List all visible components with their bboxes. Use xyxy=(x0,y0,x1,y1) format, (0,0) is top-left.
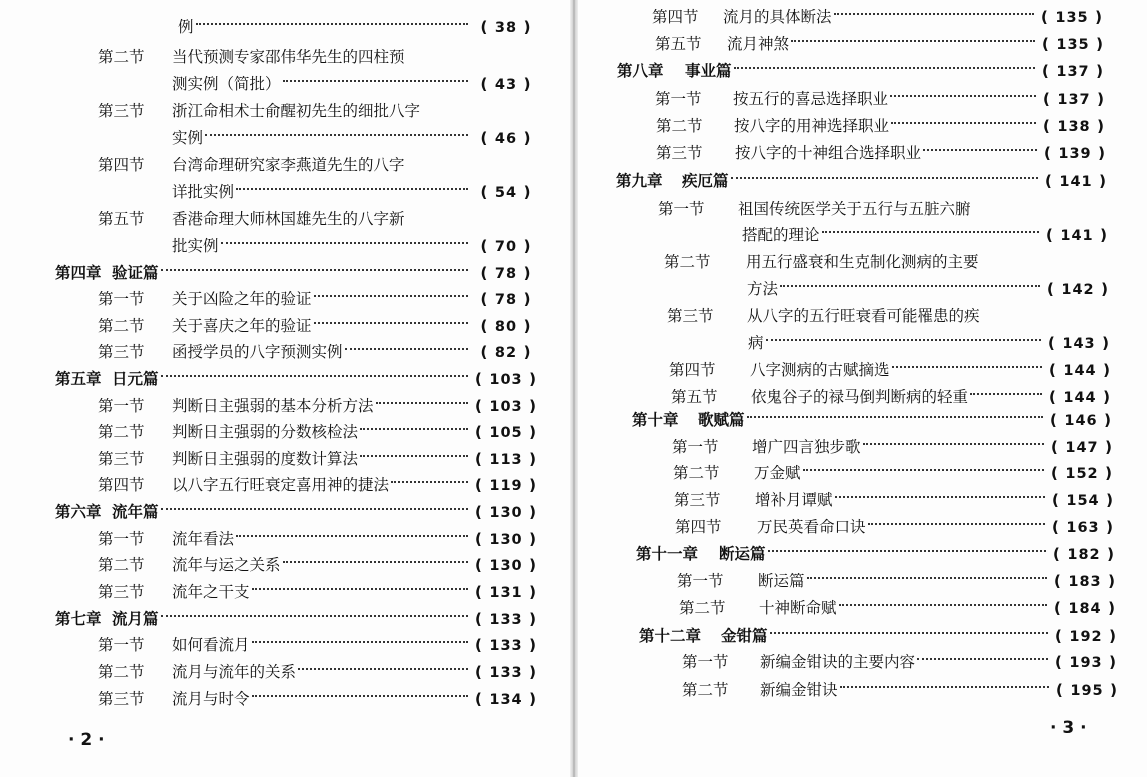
entry-title: 流月神煞 xyxy=(727,35,790,53)
page-number-value: 113 xyxy=(489,452,523,468)
page-number-value: 130 xyxy=(489,532,523,548)
page-number-value: 135 xyxy=(1055,10,1089,26)
section-label: 第三节 xyxy=(98,583,145,601)
entry-title: 流月篇 xyxy=(112,610,159,628)
entry-title: 按八字的十神组合选择职业 xyxy=(735,144,922,162)
page-number-value: 131 xyxy=(489,585,523,601)
dot-leader xyxy=(391,468,468,483)
section-label: 第二节 xyxy=(98,317,145,335)
section-label: 第一节 xyxy=(658,200,705,218)
section-label: 第四节 xyxy=(98,476,145,494)
entry-title: 祖国传统医学关于五行与五脏六腑 xyxy=(738,200,971,218)
page-number-value: 184 xyxy=(1068,601,1102,617)
toc-entry-row xyxy=(576,649,1147,675)
toc-chapter-row xyxy=(0,366,572,392)
page-number: ( 195 ) xyxy=(1055,681,1119,699)
entry-title: 流月的具体断法 xyxy=(723,8,832,26)
toc-entry-row xyxy=(0,393,572,419)
entry-title: 日元篇 xyxy=(112,370,159,388)
toc-entry-row xyxy=(576,140,1147,166)
entry-title: 流年篇 xyxy=(112,503,159,521)
page-number: ( 54 ) xyxy=(480,183,532,201)
toc-entry-row xyxy=(0,14,572,40)
page-number-value: 141 xyxy=(1060,228,1094,244)
left-page xyxy=(0,0,572,777)
entry-title: 按五行的喜忌选择职业 xyxy=(733,90,889,108)
dot-leader xyxy=(917,645,1048,660)
dot-leader xyxy=(345,335,468,350)
page-number: ( 130 ) xyxy=(474,503,538,521)
dot-leader xyxy=(298,655,468,670)
page-number: ( 192 ) xyxy=(1054,627,1118,645)
entry-title: 判断日主强弱的度数计算法 xyxy=(172,450,359,468)
page-number-value: 182 xyxy=(1067,547,1101,563)
dot-leader xyxy=(283,548,468,563)
page-number: ( 152 ) xyxy=(1050,464,1114,482)
toc-entry-row xyxy=(0,179,572,205)
dot-leader xyxy=(970,380,1042,395)
section-label: 第一节 xyxy=(655,90,702,108)
page-number: ( 82 ) xyxy=(480,343,532,361)
section-label: 第二节 xyxy=(673,464,720,482)
toc-entry-row xyxy=(0,446,572,472)
entry-title: 判断日主强弱的基本分析方法 xyxy=(172,397,374,415)
entry-title: 流年与运之关系 xyxy=(172,556,281,574)
toc-entry-row xyxy=(576,222,1147,248)
page-number-value: 192 xyxy=(1069,629,1103,645)
entry-title: 用五行盛衰和生克制化测病的主要 xyxy=(746,253,979,271)
section-label: 第一节 xyxy=(677,572,724,590)
dot-leader xyxy=(835,483,1045,498)
toc-chapter-row xyxy=(576,407,1147,433)
dot-leader xyxy=(283,67,468,82)
section-label: 第一节 xyxy=(98,530,145,548)
dot-leader xyxy=(731,164,1038,179)
page-number: ( 144 ) xyxy=(1048,361,1112,379)
page-number: ( 183 ) xyxy=(1053,572,1117,590)
entry-title: 香港命理大师林国雄先生的八字新 xyxy=(172,210,405,228)
entry-title: 疾厄篇 xyxy=(682,172,729,190)
dot-leader xyxy=(834,0,1034,15)
toc-entry-row xyxy=(0,71,572,97)
page-number: ( 131 ) xyxy=(474,583,538,601)
section-label: 第四节 xyxy=(675,518,722,536)
section-label: 第二节 xyxy=(682,681,729,699)
toc-entry-row xyxy=(0,686,572,712)
page-number: ( 143 ) xyxy=(1047,334,1111,352)
entry-title: 测实例（简批） xyxy=(172,75,281,93)
chapter-label: 第八章 xyxy=(617,62,664,80)
entry-title: 例 xyxy=(178,18,194,36)
page-number: ( 184 ) xyxy=(1053,599,1117,617)
page-number-value: 70 xyxy=(494,239,518,255)
entry-title: 十神断命赋 xyxy=(759,599,837,617)
entry-title: 八字测病的古赋摘选 xyxy=(750,361,890,379)
page-number: ( 103 ) xyxy=(474,397,538,415)
page-number: ( 80 ) xyxy=(480,317,532,335)
section-label: 第一节 xyxy=(98,636,145,654)
page-number-value: 163 xyxy=(1066,520,1100,536)
page-number-value: 46 xyxy=(494,131,518,147)
entry-title: 方法 xyxy=(747,280,779,298)
dot-leader xyxy=(314,309,468,324)
entry-title: 关于凶险之年的验证 xyxy=(172,290,312,308)
section-label: 第二节 xyxy=(98,48,145,66)
page-number: ( 141 ) xyxy=(1045,226,1109,244)
page-number: ( 146 ) xyxy=(1049,411,1113,429)
page-number-value: 143 xyxy=(1062,336,1096,352)
toc-chapter-row xyxy=(0,260,572,286)
toc-entry-row xyxy=(0,286,572,312)
toc-entry-row xyxy=(576,113,1147,139)
section-label: 第五节 xyxy=(655,35,702,53)
chapter-label: 第十章 xyxy=(632,411,679,429)
entry-title: 批实例 xyxy=(172,237,219,255)
chapter-label: 第十二章 xyxy=(639,627,702,645)
dot-leader xyxy=(770,619,1048,634)
dot-leader xyxy=(791,27,1035,42)
toc-entry-row xyxy=(576,330,1147,356)
page-number-value: 142 xyxy=(1061,282,1095,298)
page-number-value: 183 xyxy=(1068,574,1102,590)
entry-title: 当代预测专家邵伟华先生的四柱预 xyxy=(172,48,405,66)
dot-leader xyxy=(780,272,1040,287)
toc-entry-row xyxy=(0,313,572,339)
page-number: ( 147 ) xyxy=(1050,438,1114,456)
section-label: 第一节 xyxy=(672,438,719,456)
page-number: ( 139 ) xyxy=(1043,144,1107,162)
page-number-value: 137 xyxy=(1057,92,1091,108)
page-number-value: 82 xyxy=(494,345,518,361)
dot-leader xyxy=(747,403,1043,418)
section-label: 第一节 xyxy=(682,653,729,671)
page-number: ( 130 ) xyxy=(474,530,538,548)
entry-title: 依鬼谷子的禄马倒判断病的轻重 xyxy=(751,388,969,406)
page-number: ( 137 ) xyxy=(1041,62,1105,80)
toc-entry-row xyxy=(0,419,572,445)
entry-title: 函授学员的八字预测实例 xyxy=(172,343,343,361)
section-label: 第二节 xyxy=(664,253,711,271)
page-number-value: 134 xyxy=(489,692,523,708)
section-label: 第三节 xyxy=(674,491,721,509)
dot-leader xyxy=(221,229,468,244)
page-number: ( 137 ) xyxy=(1042,90,1106,108)
page-number: ( 38 ) xyxy=(480,18,532,36)
entry-title: 歌赋篇 xyxy=(698,411,745,429)
toc-entry-row xyxy=(576,487,1147,513)
page-number-value: 135 xyxy=(1056,37,1090,53)
dot-leader xyxy=(734,54,1035,69)
page-number-value: 78 xyxy=(494,266,518,282)
page-number: ( 46 ) xyxy=(480,129,532,147)
entry-title: 如何看流月 xyxy=(172,636,250,654)
page-number-value: 80 xyxy=(494,319,518,335)
dot-leader xyxy=(766,326,1041,341)
entry-title: 断运篇 xyxy=(719,545,766,563)
toc-entry-row xyxy=(576,595,1147,621)
dot-leader xyxy=(236,522,468,537)
dot-leader xyxy=(161,256,468,271)
toc-entry-row xyxy=(576,86,1147,112)
toc-entry-row xyxy=(576,357,1147,383)
toc-chapter-row xyxy=(576,58,1147,84)
dot-leader xyxy=(252,575,468,590)
entry-title: 实例 xyxy=(172,129,204,147)
page-number: ( 135 ) xyxy=(1040,8,1104,26)
entry-title: 金钳篇 xyxy=(721,627,768,645)
page-number: ( 105 ) xyxy=(474,423,538,441)
page-number-value: 133 xyxy=(489,612,523,628)
dot-leader xyxy=(868,510,1045,525)
section-label: 第二节 xyxy=(98,663,145,681)
dot-leader xyxy=(161,362,468,377)
entry-title: 新编金钳诀 xyxy=(760,681,838,699)
entry-title: 流月与时令 xyxy=(172,690,250,708)
dot-leader xyxy=(252,628,468,643)
entry-title: 万金赋 xyxy=(754,464,801,482)
chapter-label: 第四章 xyxy=(55,264,102,282)
page-number: ( 119 ) xyxy=(474,476,538,494)
dot-leader xyxy=(360,442,468,457)
dot-leader xyxy=(839,591,1047,606)
entry-title: 断运篇 xyxy=(758,572,805,590)
page-number: ( 154 ) xyxy=(1051,491,1115,509)
page-number-value: 103 xyxy=(489,399,523,415)
entry-title: 判断日主强弱的分数核检法 xyxy=(172,423,359,441)
left-folio: · 2 · xyxy=(68,730,105,750)
right-page xyxy=(576,0,1147,777)
dot-leader xyxy=(314,282,468,297)
page-number-value: 193 xyxy=(1069,655,1103,671)
dot-leader xyxy=(161,495,468,510)
page-number-value: 105 xyxy=(489,425,523,441)
chapter-label: 第十一章 xyxy=(636,545,699,563)
dot-leader xyxy=(863,430,1044,445)
entry-title: 增广四言独步歌 xyxy=(752,438,861,456)
toc-entry-row xyxy=(576,276,1147,302)
page-number-value: 137 xyxy=(1056,64,1090,80)
page-number: ( 135 ) xyxy=(1041,35,1105,53)
page-number: ( 43 ) xyxy=(480,75,532,93)
section-label: 第三节 xyxy=(98,450,145,468)
page-number-value: 133 xyxy=(489,665,523,681)
dot-leader xyxy=(161,602,468,617)
toc-entry-row xyxy=(576,677,1147,703)
entry-title: 详批实例 xyxy=(172,183,235,201)
toc-chapter-row xyxy=(576,623,1147,649)
page-number-value: 130 xyxy=(489,505,523,521)
page-number-value: 38 xyxy=(494,20,518,36)
section-label: 第二节 xyxy=(98,556,145,574)
dot-leader xyxy=(890,82,1036,97)
dot-leader xyxy=(892,353,1042,368)
page-number: ( 78 ) xyxy=(480,264,532,282)
dot-leader xyxy=(891,109,1036,124)
entry-title: 浙江命相术士俞醒初先生的细批八字 xyxy=(172,102,421,120)
toc-entry-row xyxy=(0,632,572,658)
page-number: ( 133 ) xyxy=(474,636,538,654)
page-number: ( 133 ) xyxy=(474,663,538,681)
page-number-value: 43 xyxy=(494,77,518,93)
page-number-value: 146 xyxy=(1064,413,1098,429)
chapter-label: 第九章 xyxy=(616,172,663,190)
section-label: 第三节 xyxy=(98,343,145,361)
entry-title: 台湾命理研究家李燕道先生的八字 xyxy=(172,156,405,174)
toc-chapter-row xyxy=(576,168,1147,194)
dot-leader xyxy=(360,415,468,430)
entry-title: 关于喜庆之年的验证 xyxy=(172,317,312,335)
dot-leader xyxy=(768,537,1046,552)
page-number: ( 130 ) xyxy=(474,556,538,574)
page-number: ( 141 ) xyxy=(1044,172,1108,190)
page-number-value: 138 xyxy=(1057,119,1091,135)
page-number: ( 142 ) xyxy=(1046,280,1110,298)
page-number: ( 103 ) xyxy=(474,370,538,388)
page-number-value: 130 xyxy=(489,558,523,574)
page-number: ( 78 ) xyxy=(480,290,532,308)
page-number-value: 154 xyxy=(1066,493,1100,509)
section-label: 第二节 xyxy=(679,599,726,617)
page-number-value: 144 xyxy=(1063,390,1097,406)
chapter-label: 第七章 xyxy=(55,610,102,628)
entry-title: 事业篇 xyxy=(685,62,732,80)
section-label: 第四节 xyxy=(98,156,145,174)
dot-leader xyxy=(376,389,468,404)
dot-leader xyxy=(840,673,1049,688)
dot-leader xyxy=(236,175,468,190)
section-label: 第一节 xyxy=(98,290,145,308)
entry-title: 流年看法 xyxy=(172,530,235,548)
page-number-value: 119 xyxy=(489,478,523,494)
dot-leader xyxy=(807,564,1047,579)
section-label: 第三节 xyxy=(667,307,714,325)
dot-leader xyxy=(205,121,468,136)
dot-leader xyxy=(803,456,1044,471)
dot-leader xyxy=(252,682,468,697)
page-number: ( 182 ) xyxy=(1052,545,1116,563)
section-label: 第三节 xyxy=(98,102,145,120)
section-label: 第二节 xyxy=(656,117,703,135)
entry-title: 从八字的五行旺衰看可能罹患的疾 xyxy=(747,307,980,325)
section-label: 第一节 xyxy=(98,397,145,415)
page-number-value: 144 xyxy=(1063,363,1097,379)
dot-leader xyxy=(923,136,1037,151)
page-number-value: 103 xyxy=(489,372,523,388)
page-number-value: 139 xyxy=(1058,146,1092,162)
page-number: ( 70 ) xyxy=(480,237,532,255)
entry-title: 万民英看命口诀 xyxy=(757,518,866,536)
entry-title: 流年之干支 xyxy=(172,583,250,601)
page-number-value: 141 xyxy=(1059,174,1093,190)
dot-leader xyxy=(196,10,468,25)
page-number: ( 144 ) xyxy=(1048,388,1112,406)
section-label: 第三节 xyxy=(656,144,703,162)
page-number: ( 163 ) xyxy=(1051,518,1115,536)
entry-title: 病 xyxy=(748,334,764,352)
entry-title: 搭配的理论 xyxy=(742,226,820,244)
section-label: 第五节 xyxy=(671,388,718,406)
page-number: ( 133 ) xyxy=(474,610,538,628)
dot-leader xyxy=(822,218,1039,233)
section-label: 第四节 xyxy=(652,8,699,26)
page-number: ( 138 ) xyxy=(1042,117,1106,135)
page-number-value: 195 xyxy=(1070,683,1104,699)
page-number: ( 134 ) xyxy=(474,690,538,708)
page-number-value: 54 xyxy=(494,185,518,201)
page-number: ( 193 ) xyxy=(1054,653,1118,671)
section-label: 第二节 xyxy=(98,423,145,441)
page-number: ( 113 ) xyxy=(474,450,538,468)
section-label: 第三节 xyxy=(98,690,145,708)
page-number-value: 78 xyxy=(494,292,518,308)
page-number-value: 147 xyxy=(1065,440,1099,456)
entry-title: 按八字的用神选择职业 xyxy=(734,117,890,135)
section-label: 第四节 xyxy=(669,361,716,379)
entry-title: 增补月谭赋 xyxy=(755,491,833,509)
page-number-value: 152 xyxy=(1065,466,1099,482)
entry-title: 验证篇 xyxy=(112,264,159,282)
entry-title: 流月与流年的关系 xyxy=(172,663,297,681)
entry-title: 以八字五行旺衰定喜用神的捷法 xyxy=(172,476,390,494)
right-folio: · 3 · xyxy=(1050,718,1087,738)
page-number-value: 133 xyxy=(489,638,523,654)
chapter-label: 第五章 xyxy=(55,370,102,388)
toc-entry-row xyxy=(0,125,572,151)
section-label: 第五节 xyxy=(98,210,145,228)
chapter-label: 第六章 xyxy=(55,503,102,521)
entry-title: 新编金钳诀的主要内容 xyxy=(760,653,916,671)
